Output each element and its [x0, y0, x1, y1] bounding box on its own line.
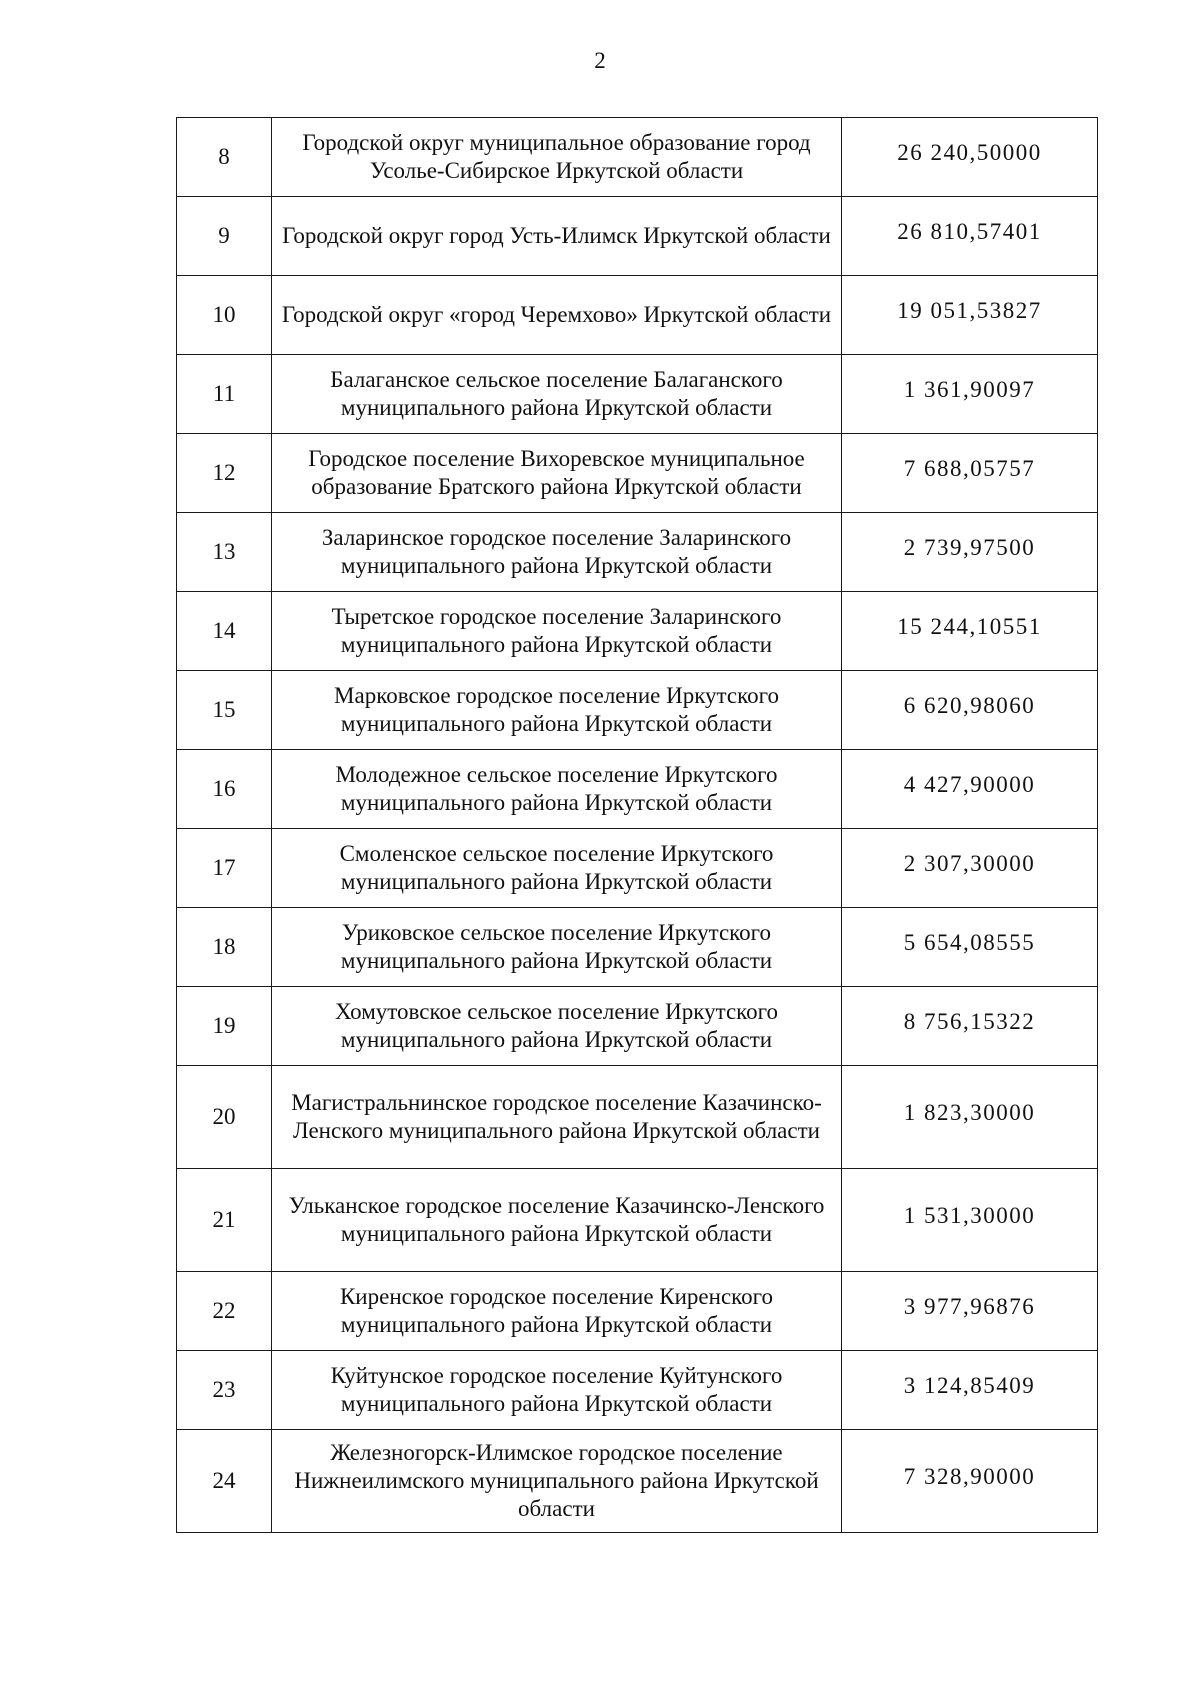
municipality-name: Балаганское сельское поселение Балаганского муниципального района Иркутской области [272, 355, 842, 434]
municipality-name: Железногорск-Илимское городское поселение Нижнеилимского муниципального района Иркутской области [272, 1430, 842, 1533]
table-row [177, 829, 1098, 908]
amount-value: 2 307,30000 [842, 829, 1098, 908]
table-row [177, 434, 1098, 513]
row-number: 21 [177, 1169, 272, 1272]
table-row [177, 276, 1098, 355]
municipality-name: Городское поселение Вихоревское муниципальное образование Братского района Иркутской области [272, 434, 842, 513]
row-number: 22 [177, 1272, 272, 1351]
page-number: 2 [594, 48, 606, 73]
amount-value: 6 620,98060 [842, 671, 1098, 750]
table-row [177, 197, 1098, 276]
table-row [177, 1066, 1098, 1169]
municipality-name: Ульканское городское поселение Казачинско-Ленского муниципального района Иркутской области [272, 1169, 842, 1272]
table-row [177, 513, 1098, 592]
table-row [177, 750, 1098, 829]
amount-value: 26 240,50000 [842, 118, 1098, 197]
row-number: 10 [177, 276, 272, 355]
row-number: 13 [177, 513, 272, 592]
row-number: 17 [177, 829, 272, 908]
row-number: 8 [177, 118, 272, 197]
amount-value: 1 361,90097 [842, 355, 1098, 434]
row-number: 14 [177, 592, 272, 671]
municipality-name: Куйтунское городское поселение Куйтунского муниципального района Иркутской области [272, 1351, 842, 1430]
amount-value: 19 051,53827 [842, 276, 1098, 355]
amount-value: 2 739,97500 [842, 513, 1098, 592]
row-number: 20 [177, 1066, 272, 1169]
amount-value: 3 977,96876 [842, 1272, 1098, 1351]
municipality-name: Уриковское сельское поселение Иркутского муниципального района Иркутской области [272, 908, 842, 987]
municipality-name: Городской округ город Усть-Илимск Иркутской области [272, 197, 842, 276]
municipality-name: Смоленское сельское поселение Иркутского муниципального района Иркутской области [272, 829, 842, 908]
row-number: 11 [177, 355, 272, 434]
amount-value: 7 328,90000 [842, 1430, 1098, 1533]
municipality-name: Молодежное сельское поселение Иркутского муниципального района Иркутской области [272, 750, 842, 829]
municipality-name: Городской округ муниципальное образование город Усолье-Сибирское Иркутской области [272, 118, 842, 197]
amount-value: 15 244,10551 [842, 592, 1098, 671]
amount-value: 5 654,08555 [842, 908, 1098, 987]
row-number: 19 [177, 987, 272, 1066]
amount-value: 8 756,15322 [842, 987, 1098, 1066]
allocation-table [176, 117, 1098, 1533]
row-number: 15 [177, 671, 272, 750]
table-row [177, 908, 1098, 987]
table-row [177, 987, 1098, 1066]
table-row [177, 592, 1098, 671]
row-number: 16 [177, 750, 272, 829]
table-row [177, 1351, 1098, 1430]
row-number: 23 [177, 1351, 272, 1430]
municipality-name: Хомутовское сельское поселение Иркутского муниципального района Иркутской области [272, 987, 842, 1066]
municipality-name: Марковское городское поселение Иркутского муниципального района Иркутской области [272, 671, 842, 750]
amount-value: 1 823,30000 [842, 1066, 1098, 1169]
row-number: 9 [177, 197, 272, 276]
row-number: 18 [177, 908, 272, 987]
table-row [177, 118, 1098, 197]
amount-value: 26 810,57401 [842, 197, 1098, 276]
row-number: 24 [177, 1430, 272, 1533]
amount-value: 7 688,05757 [842, 434, 1098, 513]
municipality-name: Киренское городское поселение Киренского муниципального района Иркутской области [272, 1272, 842, 1351]
table-row [177, 1272, 1098, 1351]
row-number: 12 [177, 434, 272, 513]
municipality-name: Заларинское городское поселение Заларинского муниципального района Иркутской области [272, 513, 842, 592]
amount-value: 1 531,30000 [842, 1169, 1098, 1272]
table-row [177, 1430, 1098, 1533]
table-row [177, 671, 1098, 750]
amount-value: 4 427,90000 [842, 750, 1098, 829]
municipality-name: Городской округ «город Черемхово» Иркутской области [272, 276, 842, 355]
table-row [177, 1169, 1098, 1272]
municipality-name: Тыретское городское поселение Заларинского муниципального района Иркутской области [272, 592, 842, 671]
amount-value: 3 124,85409 [842, 1351, 1098, 1430]
municipality-name: Магистральнинское городское поселение Казачинско-Ленского муниципального района Иркутской области [272, 1066, 842, 1169]
table-row [177, 355, 1098, 434]
